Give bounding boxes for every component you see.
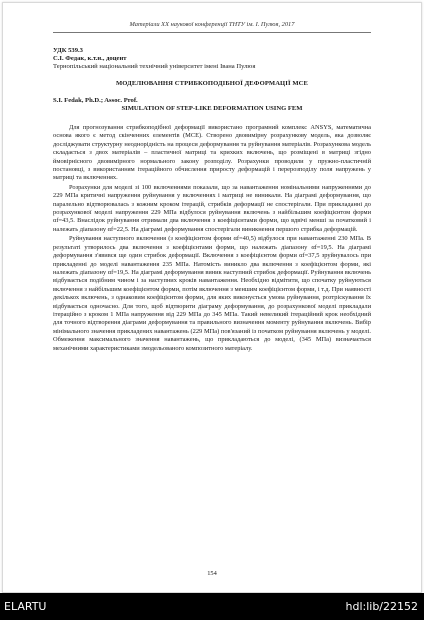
paragraph-3: Руйнування наступного включення (з коефіцієнтом форми αf=40,5) відбулося при навантаженні 230 МПа. В результаті утворилось два включення з коефіцієнтами форми, що належать діапазону αf=19,5. На діаграмі деформування з'явився ще один стрибок деформації. Включення з коефіцієнтом форми αf=37,5 зруйнувалось при прикладенні до моделі навантаження 235 МПа. Натомість виникло два включення з коефіцієнтом форми, які належать діапазону αf=19,5. На діаграмі деформування виник наступний стрибок деформації. Руйнування включень відбувається подібним чином і за наступних кроків навантаження. Необхідно відмітити, що спочатку руйнуються включення з найбільшим коефіцієнтом форми, потім включення з меншим коефіцієнтом форми, і т.д. При наявності декількох включень, з однаковим коефіцієнтом форми, для яких виконується умова руйнування, розтріскування їх відбувається одночасно. Для того, щоб відтворити діаграму деформування, до розрахункової моделі прикладали ітераційно з кроком 1 МПа напруження від 229 МПа до 345 МПа. Такий невеликий ітераційний крок необхідний для точного відтворення діаграми деформування та правильного визначення моменту руйнування включень. Вибір мінімального значення прикладених навантажень (229 МПа) пов'язаний із початком руйнування включень у моделі. Обмеження максимального значення навантажень, що прикладаються до моделі, (345 МПа) визначається механічними характеристиками змодельованого композитного матеріалу. bbox=[53, 235, 371, 352]
udk-code: УДК 539.3 bbox=[53, 47, 83, 54]
article-body bbox=[53, 124, 371, 353]
title-ua: МОДЕЛЮВАННЯ СТРИБКОПОДІБНОЇ ДЕФОРМАЦІЇ МСЕ bbox=[115, 80, 309, 87]
paragraph-2: Розрахунки для моделі зі 100 включеннями показали, що за навантаження номінальними напруженнями до 229 МПа критичні напруження руйнування у включеннях і матриці не виникали. На діаграмі деформування, що паралельно відтворювалась з кожним кроком ітерацій, стрибків деформації не спостерігали. При прикладанні до розрахункової моделі напруження 229 МПа відбулося руйнування включень з найбільшим коефіцієнтом форми αf=43,5. Внаслідок руйнування отримали два включення з коефіцієнтами форми, що вдвічі менші за початковий і належать діапазону αf=22,5. На діаграмі деформування спостерігали виникнення першого стрибка деформацій. bbox=[53, 183, 371, 233]
author-ua: С.І. Федак, к.т.н., доцент bbox=[53, 55, 127, 62]
author-en: S.I. Fedak, Ph.D.; Assoc. Prof. bbox=[53, 97, 138, 104]
title-en: SIMULATION OF STEP-LIKE DEFORMATION USING FEM bbox=[121, 105, 303, 112]
header-rule bbox=[53, 32, 371, 33]
handle-link[interactable]: hdl:lib/22152 bbox=[345, 600, 418, 613]
viewer-footer-bar bbox=[0, 593, 424, 620]
affiliation: Тернопільський національний технічний університет імені Івана Пулюя bbox=[53, 63, 256, 70]
page-number: 154 bbox=[207, 570, 217, 577]
running-head: Матеріали XX наукової конференції ТНТУ ім. І. Пулюя, 2017 bbox=[129, 21, 295, 28]
article-content bbox=[53, 47, 371, 354]
repository-label: ELARTU bbox=[4, 600, 47, 613]
paragraph-1: Для прогнозування стрибкоподібної деформації використано програмний комплекс ANSYS, математична основа якого є метод скінченних елементів (МСЕ). Створено двовимірну розрахункову модель, яка дозволяє досліджувати структурну неоднорідність на процеси деформування та руйнування матеріалів. Розрахункова модель складається з двох матеріалів – пластичної матриці та крихких включень, що розміщені в матриці згідно ймовірнісного двовимірного нормального закону розподілу. Розрахунки проводили у пружно-пластичній постановці, з використанням ітераційного обчислення приросту деформацій і перерозподілу поля напружень у матриці та включеннях. bbox=[53, 124, 371, 182]
document-page bbox=[2, 2, 422, 593]
